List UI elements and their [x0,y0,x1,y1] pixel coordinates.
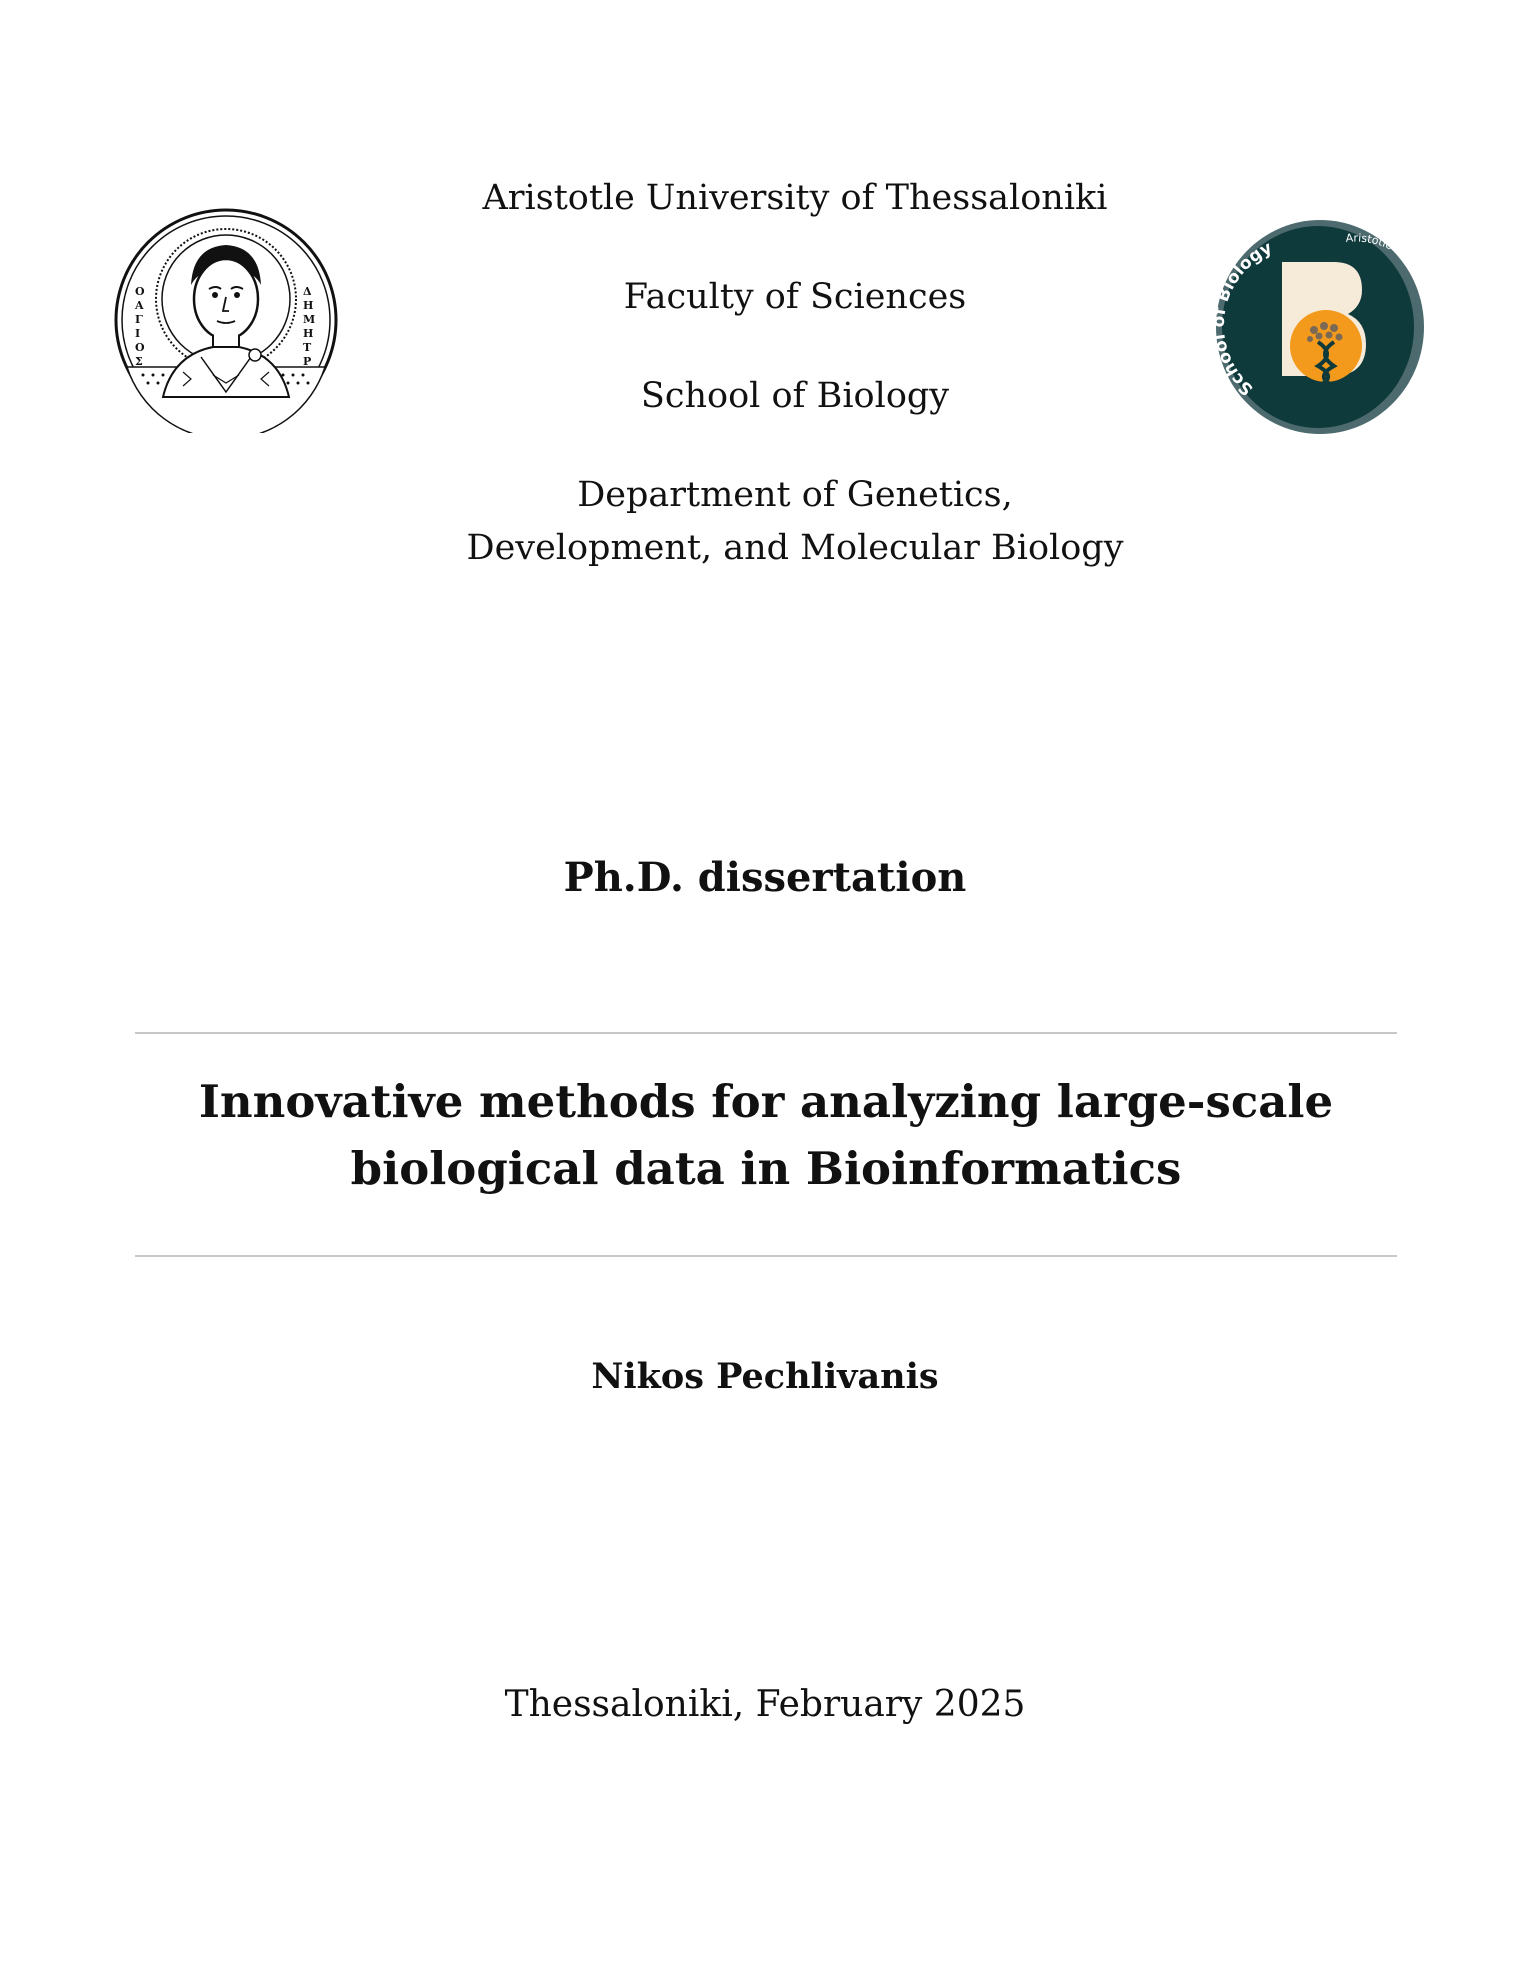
document-type: Ph.D. dissertation [563,854,967,901]
svg-text:Μ: Μ [303,313,316,326]
svg-text:School of Biology: Scho Biology [1214,237,1276,400]
svg-text:Ο: Ο [135,341,145,354]
svg-text:Α: Α [135,299,144,312]
svg-text:Ο: Ο [135,285,145,298]
svg-text:Η: Η [303,299,314,312]
university-name: Aristotle University of Thessaloniki [482,178,1108,218]
school-name: School of Biology [640,376,950,416]
school-of-biology-logo-icon [1214,218,1426,436]
department-name-line-2: Development, and Molecular Biology [466,528,1124,568]
svg-text:Aristotle University of Thessa: Aristotle Unive [1345,231,1426,274]
svg-text:Ι: Ι [135,327,141,340]
department-name-line-1: Department of Genetics, [577,475,1013,515]
author-name: Nikos Pechlivanis [591,1356,939,1397]
svg-text:Γ: Γ [135,313,143,326]
faculty-name: Faculty of Sciences [623,277,967,317]
title-top-divider [135,1032,1397,1034]
svg-text:Η: Η [303,327,314,340]
svg-text:Τ: Τ [303,341,312,354]
institution-header [385,172,1205,575]
svg-text:Δ: Δ [303,285,312,298]
svg-text:Ρ: Ρ [303,355,312,368]
dissertation-title: Innovative methods for analyzing large-scale biological data in Bioinformatics [198,1075,1334,1195]
aristotle-university-seal-icon [113,207,339,433]
title-bottom-divider [135,1255,1397,1257]
svg-text:Σ: Σ [135,355,143,368]
place-and-date: Thessaloniki, February 2025 [504,1684,1026,1725]
